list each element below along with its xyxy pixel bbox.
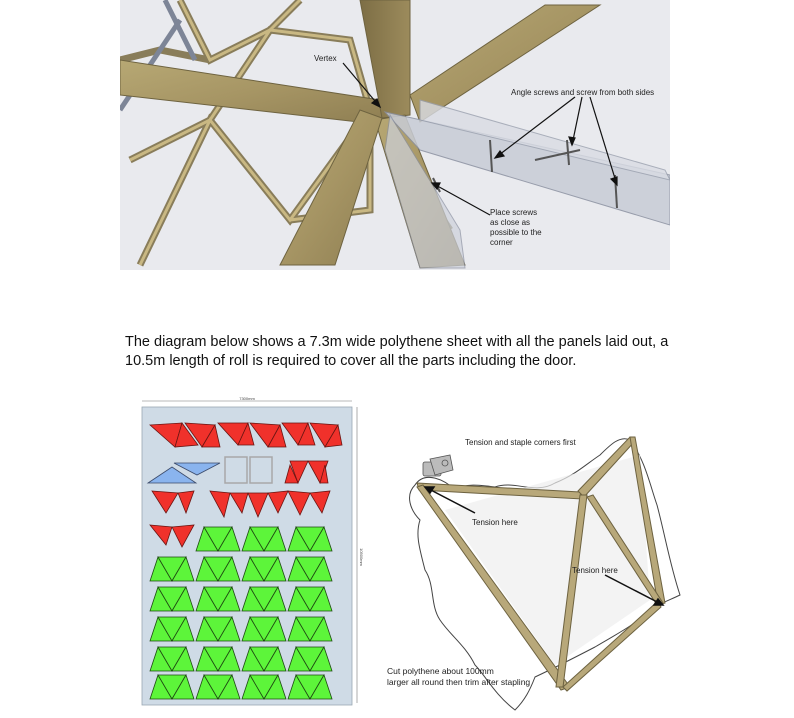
sheet-width-dim: 7300mm: [239, 396, 255, 401]
place-screws-label: Place screws as close as possible to the corner: [490, 208, 542, 247]
tension-title: Tension and staple corners first: [465, 438, 576, 447]
tension-here-label-2: Tension here: [572, 566, 618, 575]
tension-here-label-1: Tension here: [472, 518, 518, 527]
angle-screws-label: Angle screws and screw from both sides: [511, 88, 655, 97]
sheet-height-dim: 10500mm: [359, 548, 364, 566]
clamp-tool: [423, 455, 453, 476]
layout-caption: The diagram below shows a 7.3m wide polythene sheet with all the panels laid out, a 10.5m length of roll is required to cover all the parts including the door.: [125, 334, 669, 369]
dome-vertex-illustration: [120, 0, 670, 270]
polythene-layout-sheet: [130, 395, 365, 713]
cut-note: Cut polythene about 100mm larger all round then trim after stapling: [387, 666, 531, 687]
vertex-label: Vertex: [314, 54, 337, 63]
